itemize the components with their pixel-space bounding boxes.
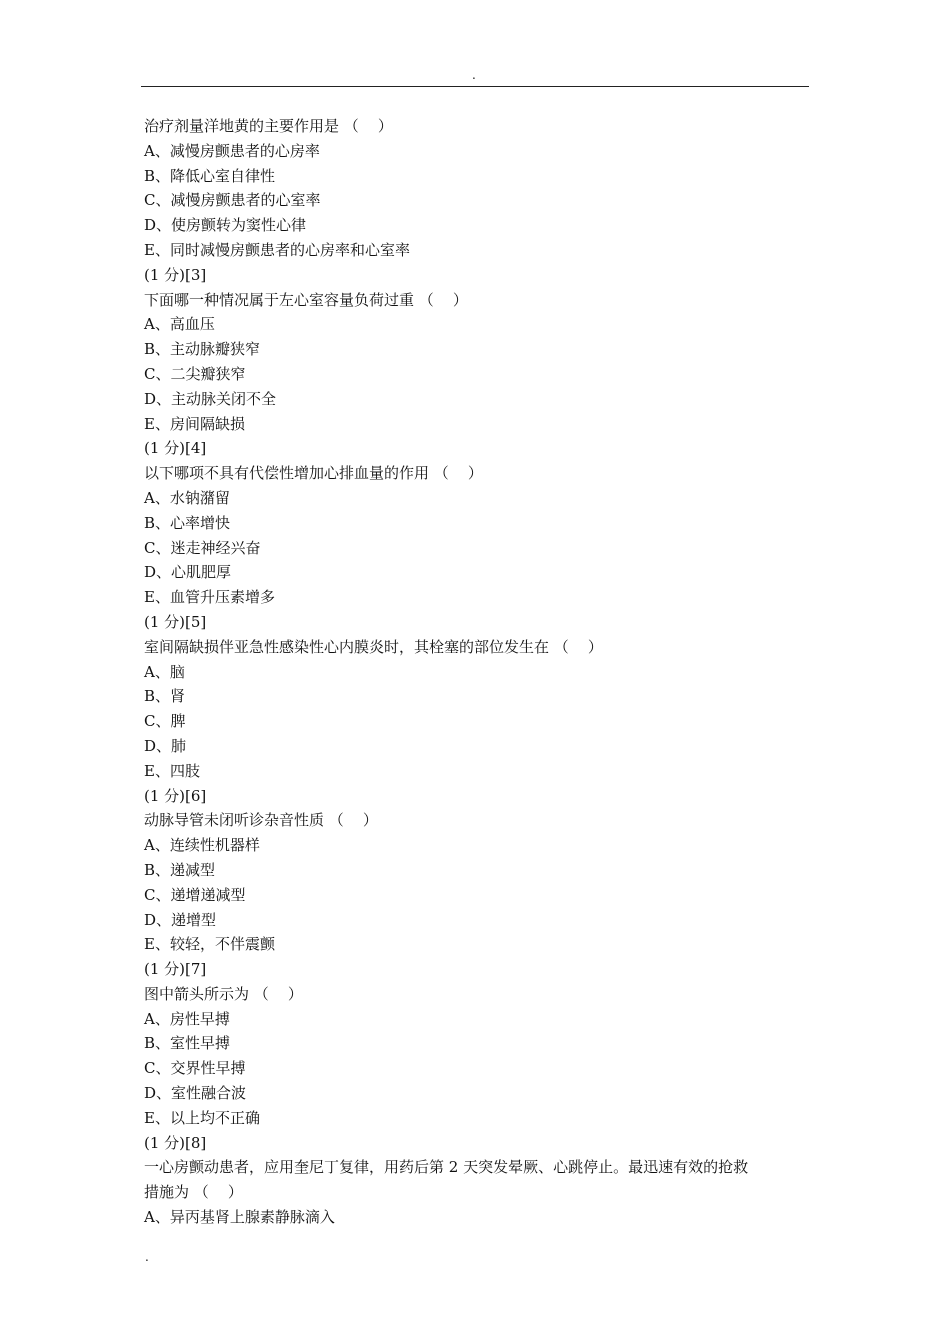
question-6 bbox=[144, 982, 810, 1156]
question-stem: 图中箭头所示为 （ ） bbox=[144, 984, 303, 1003]
header-mark: . bbox=[472, 68, 476, 82]
question-list bbox=[144, 114, 810, 1230]
question-4 bbox=[144, 635, 810, 809]
option-e: E、房间隔缺损 bbox=[144, 414, 245, 433]
option-c: C、二尖瓣狭窄 bbox=[144, 364, 246, 383]
option-e: E、四肢 bbox=[144, 761, 200, 780]
option-a: A、脑 bbox=[144, 662, 185, 681]
option-b: B、降低心室自律性 bbox=[144, 166, 276, 185]
question-stem: 一心房颤动患者，应用奎尼丁复律，用药后第 2 天突发晕厥、心跳停止。最迅速有效的抢救 bbox=[144, 1158, 749, 1177]
option-d: D、递增型 bbox=[144, 910, 217, 929]
score-label: (1 分)[6] bbox=[144, 786, 207, 805]
question-stem-continued: 措施为 （ ） bbox=[144, 1183, 243, 1202]
question-3 bbox=[144, 461, 810, 635]
option-e: E、以上均不正确 bbox=[144, 1108, 260, 1127]
option-a: A、房性早搏 bbox=[144, 1009, 230, 1028]
question-2 bbox=[144, 288, 810, 462]
score-label: (1 分)[3] bbox=[144, 265, 207, 284]
option-c: C、交界性早搏 bbox=[144, 1059, 246, 1078]
option-e: E、同时减慢房颤患者的心房率和心室率 bbox=[144, 240, 410, 259]
option-d: D、主动脉关闭不全 bbox=[144, 389, 277, 408]
question-stem: 动脉导管未闭听诊杂音性质 （ ） bbox=[144, 811, 378, 830]
option-a: A、异丙基肾上腺素静脉滴入 bbox=[144, 1208, 335, 1227]
option-d: D、使房颤转为窦性心律 bbox=[144, 216, 307, 235]
option-d: D、室性融合波 bbox=[144, 1084, 247, 1103]
option-a: A、水钠潴留 bbox=[144, 488, 230, 507]
header-rule bbox=[141, 86, 809, 87]
option-b: B、室性早搏 bbox=[144, 1034, 231, 1053]
option-a: A、减慢房颤患者的心房率 bbox=[144, 141, 320, 160]
question-stem: 室间隔缺损伴亚急性感染性心内膜炎时，其栓塞的部位发生在 （ ） bbox=[144, 637, 603, 656]
score-label: (1 分)[5] bbox=[144, 612, 207, 631]
question-stem: 治疗剂量洋地黄的主要作用是 （ ） bbox=[144, 117, 393, 135]
score-label: (1 分)[7] bbox=[144, 960, 207, 979]
option-b: B、递减型 bbox=[144, 860, 216, 879]
footer-mark: . bbox=[145, 1250, 149, 1264]
score-label: (1 分)[4] bbox=[144, 439, 207, 458]
option-c: C、脾 bbox=[144, 712, 186, 731]
option-b: B、肾 bbox=[144, 687, 186, 706]
option-b: B、主动脉瓣狭窄 bbox=[144, 340, 261, 359]
question-stem: 以下哪项不具有代偿性增加心排血量的作用 （ ） bbox=[144, 464, 483, 483]
option-d: D、心肌肥厚 bbox=[144, 563, 232, 582]
question-stem: 下面哪一种情况属于左心室容量负荷过重 （ ） bbox=[144, 290, 468, 309]
option-a: A、高血压 bbox=[144, 315, 215, 334]
option-c: C、减慢房颤患者的心室率 bbox=[144, 191, 321, 210]
question-7 bbox=[144, 1155, 810, 1229]
score-label: (1 分)[8] bbox=[144, 1133, 207, 1152]
option-d: D、肺 bbox=[144, 736, 187, 755]
option-b: B、心率增快 bbox=[144, 513, 231, 532]
option-c: C、迷走神经兴奋 bbox=[144, 538, 261, 557]
option-a: A、连续性机器样 bbox=[144, 836, 260, 855]
option-c: C、递增递减型 bbox=[144, 885, 246, 904]
option-e: E、血管升压素增多 bbox=[144, 588, 275, 607]
option-e: E、较轻，不伴震颤 bbox=[144, 935, 275, 954]
question-1 bbox=[144, 114, 810, 288]
question-5 bbox=[144, 808, 810, 982]
